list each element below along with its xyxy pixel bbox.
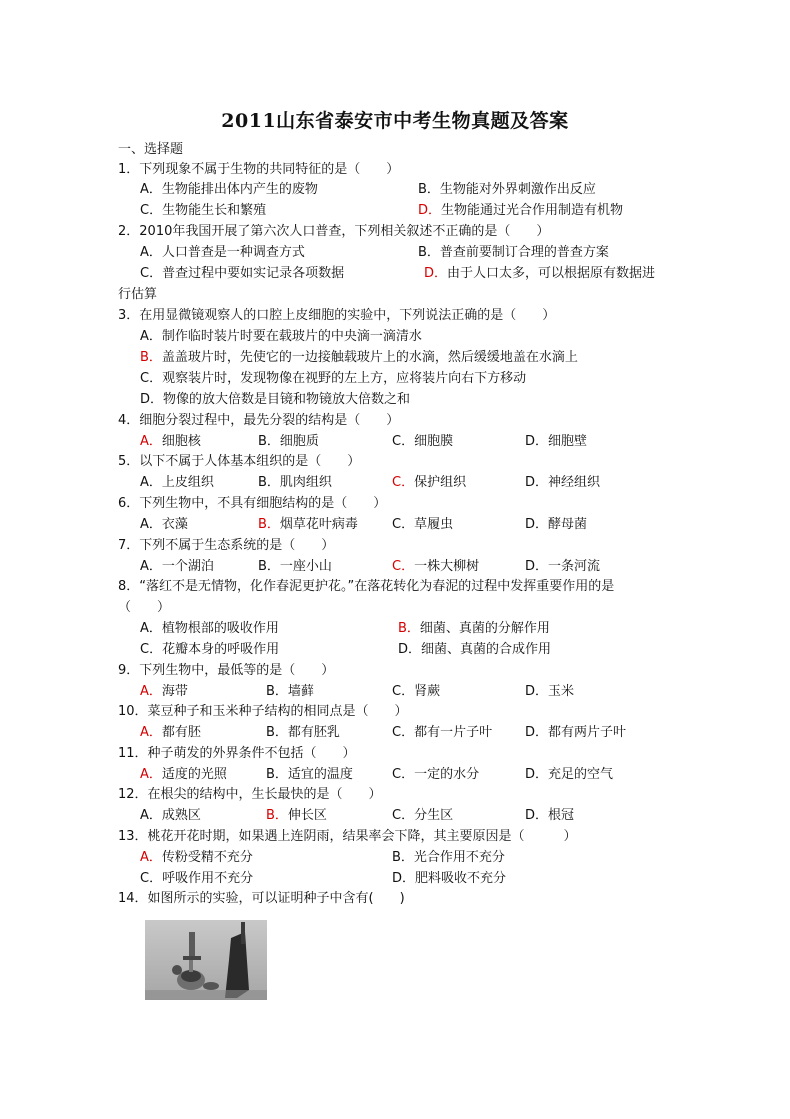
option: D．根冠 (525, 808, 575, 823)
option: A．植物根部的吸收作用 (140, 621, 279, 636)
option: A．一个湖泊 (140, 559, 214, 574)
option: C．呼吸作用不充分 (140, 871, 254, 886)
section-heading: 一、选择题 (118, 142, 184, 157)
option: C．肾蕨 (392, 684, 441, 699)
option-answer: C．保护组织 (392, 475, 467, 490)
page-title: 2011山东省泰安市中考生物真题及答案 (221, 110, 569, 132)
option: D．充足的空气 (525, 767, 614, 782)
option-answer: D．生物能通过光合作用制造有机物 (418, 203, 624, 218)
option: C．分生区 (392, 808, 454, 823)
option: B．光合作用不充分 (392, 850, 505, 865)
question-stem: 2．2010年我国开展了第六次人口普查，下列相关叙述不正确的是（ ） (118, 224, 550, 239)
option: C．花瓣本身的呼吸作用 (140, 642, 280, 657)
option: D．酵母菌 (525, 517, 588, 532)
question-stem: 6．下列生物中，不具有细胞结构的是（ ） (118, 496, 387, 511)
option: A．成熟区 (140, 808, 201, 823)
option-answer: B．烟草花叶病毒 (258, 517, 358, 532)
question-stem: 5．以下不属于人体基本组织的是（ ） (118, 454, 361, 469)
question-stem: 7．下列不属于生态系统的是（ ） (118, 538, 335, 553)
option: B．墙藓 (266, 684, 314, 699)
option: D．神经组织 (525, 475, 601, 490)
option-answer: A．适度的光照 (140, 767, 227, 782)
option: D．玉米 (525, 684, 575, 699)
option: C．生物能生长和繁殖 (140, 203, 267, 218)
option: B．都有胚乳 (266, 725, 340, 740)
question-stem: 12．在根尖的结构中，生长最快的是（ ） (118, 787, 382, 802)
option-answer: A．传粉受精不充分 (140, 850, 253, 865)
question-stem: 3．在用显微镜观察人的口腔上皮细胞的实验中，下列说法正确的是（ ） (118, 308, 556, 323)
option: A．上皮组织 (140, 475, 214, 490)
option: A．生物能排出体内产生的废物 (140, 182, 318, 197)
question-stem-continuation: （ ） (118, 600, 171, 615)
option: B．适宜的温度 (266, 767, 353, 782)
option-answer: A．海带 (140, 684, 188, 699)
option: B．一座小山 (258, 559, 332, 574)
question-stem: 1．下列现象不属于生物的共同特征的是（ ） (118, 162, 400, 177)
option: C．一定的水分 (392, 767, 480, 782)
option-continuation: 行估算 (118, 287, 158, 302)
option: A．制作临时装片时要在载玻片的中央滴一滴清水 (140, 329, 422, 344)
option: A．人口普查是一种调查方式 (140, 245, 305, 260)
option-answer: C．一株大柳树 (392, 559, 480, 574)
option: B．普查前要制订合理的普查方案 (418, 245, 609, 260)
question-stem: 8．“落红不是无情物，化作春泥更护花。”在落花转化为春泥的过程中发挥重要作用的是 (118, 579, 615, 594)
question-stem: 13．桃花开花时期，如果遇上连阴雨，结果率会下降，其主要原因是（ ） (118, 829, 577, 844)
question-stem: 14．如图所示的实验，可以证明种子中含有( ) (118, 891, 405, 906)
question-stem: 10．菜豆种子和玉米种子结构的相同点是（ ） (118, 704, 408, 719)
question-stem: 11．种子萌发的外界条件不包括（ ） (118, 746, 356, 761)
option-answer: A．细胞核 (140, 434, 201, 449)
option: D．都有两片子叶 (525, 725, 627, 740)
option: D．细胞壁 (525, 434, 588, 449)
option: B．细胞质 (258, 434, 319, 449)
option: B．肌肉组织 (258, 475, 332, 490)
option-answer: B．细菌、真菌的分解作用 (398, 621, 550, 636)
option: C．细胞膜 (392, 434, 454, 449)
question-stem: 9．下列生物中，最低等的是（ ） (118, 663, 335, 678)
option: D．一条河流 (525, 559, 601, 574)
option: A．衣藻 (140, 517, 188, 532)
option: C．普查过程中要如实记录各项数据 (140, 266, 345, 281)
option-answer: A．都有胚 (140, 725, 201, 740)
question-stem: 4．细胞分裂过程中，最先分裂的结构是（ ） (118, 413, 400, 428)
option-answer: B．盖盖玻片时，先使它的一边接触载玻片上的水滴，然后缓缓地盖在水滴上 (140, 350, 578, 365)
option: D．细菌、真菌的合成作用 (398, 642, 552, 657)
option: D．肥料吸收不充分 (392, 871, 507, 886)
option: C．都有一片子叶 (392, 725, 493, 740)
option: C．观察装片时，发现物像在视野的左上方，应将装片向右下方移动 (140, 371, 527, 386)
option-answer: D．由于人口太多，可以根据原有数据进 (424, 266, 656, 281)
option: B．生物能对外界刺激作出反应 (418, 182, 596, 197)
option: D．物像的放大倍数是目镜和物镜放大倍数之和 (140, 392, 411, 407)
option-answer: B．伸长区 (266, 808, 327, 823)
option: C．草履虫 (392, 517, 454, 532)
experiment-figure (145, 920, 267, 1000)
